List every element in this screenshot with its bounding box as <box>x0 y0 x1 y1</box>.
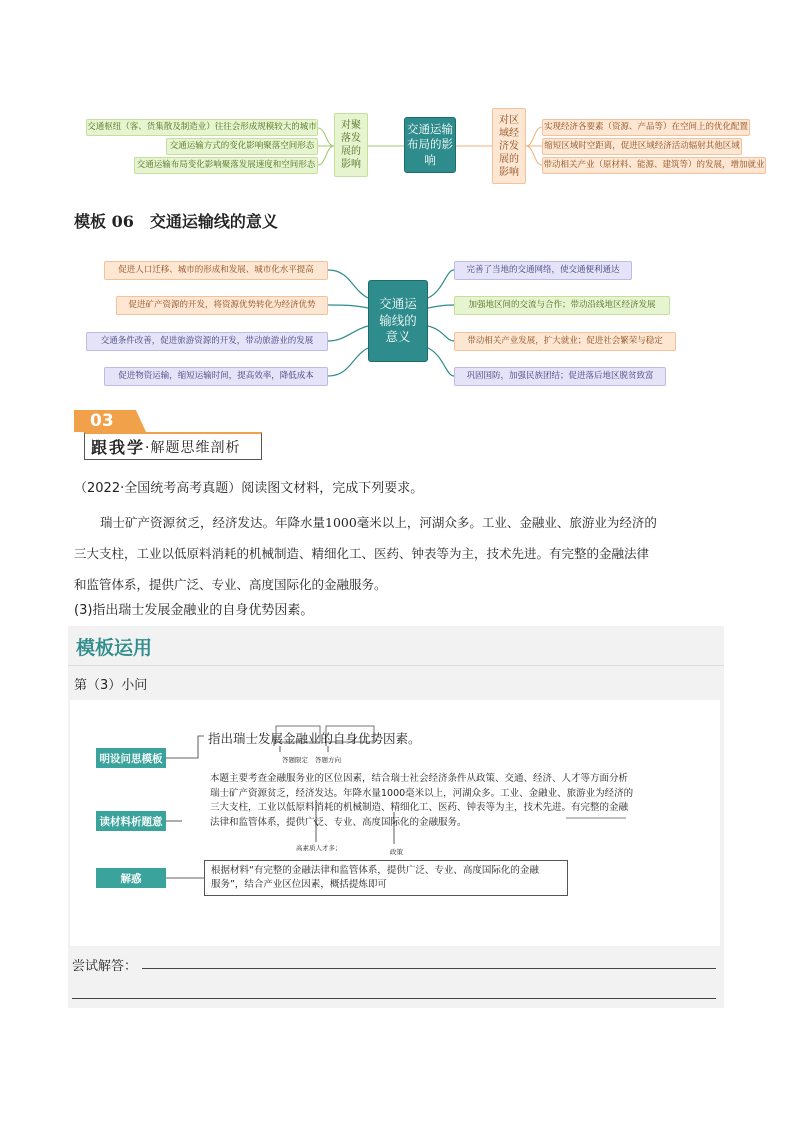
question-source: （2022·全国统考高考真题）阅读图文材料，完成下列要求。 <box>74 481 424 496</box>
map2-right-item: 加强地区间的交流与合作；带动沿线地区经济发展 <box>454 296 670 315</box>
map1-left-item: 交通运输布局变化影响聚落发展速度和空间形态 <box>134 157 318 174</box>
map2-left-item: 交通条件改善，促进旅游资源的开发，带动旅游业的发展 <box>86 332 328 351</box>
answer-line-2[interactable] <box>72 998 716 999</box>
annot-policy: 政策 <box>390 848 403 856</box>
analysis-line: 法律和监管体系，提供广泛、专业、高度国际化的金融服务。 <box>210 816 467 828</box>
question-material <box>74 507 724 600</box>
map2-left-item: 促进物资运输，缩短运输时间，提高效率，降低成本 <box>104 367 328 386</box>
map1-center-node: 交通运输布局的影响 <box>404 117 456 173</box>
annot-limit: 答题限定 <box>282 756 308 764</box>
answer-line-1[interactable] <box>142 968 716 969</box>
material-line: 瑞士矿产资源贫乏，经济发达。年降水量1000毫米以上，河湖众多。工业、金融业、旅游业为经济的 <box>100 515 657 530</box>
map1-right-item: 带动相关产业（原材料、能源、建筑等）的发展，增加就业 <box>542 157 766 174</box>
map2-left-item: 促进人口迁移、城市的形成和发展、城市化水平提高 <box>104 261 328 280</box>
map2-right-item: 完善了当地的交通网络，使交通便利通达 <box>454 261 632 280</box>
material-line: 和监管体系，提供广泛、专业、高度国际化的金融服务。 <box>74 577 387 592</box>
map1-right-item: 实现经济各要素（资源、产品等）在空间上的优化配置 <box>542 119 750 136</box>
section-banner <box>74 410 264 462</box>
annot-direction: 答题方向 <box>315 756 341 764</box>
map1-right-item: 缩短区域时空距离，促进区域经济活动辐射其他区域 <box>542 138 742 155</box>
map1-right-label: 对区域经济发展的影响 <box>492 108 526 184</box>
banner-title-rest: ·解题思维剖析 <box>145 439 241 456</box>
material-line: 三大支柱，工业以低原料消耗的机械制造、精细化工、医药、钟表等为主，技术先进。有完整的金融法律 <box>74 546 650 561</box>
question-prompt: (3)指出瑞士发展金融业的自身优势因素。 <box>74 603 314 618</box>
answer-hint-box <box>204 860 568 896</box>
banner-title-bold: 跟我学 <box>91 438 146 457</box>
answer-hint-line: 服务”，结合产业区位因素，概括提炼即可 <box>211 879 387 890</box>
map2-center-node: 交通运输线的意义 <box>368 280 428 362</box>
banner-title-box <box>84 432 262 460</box>
panel-divider <box>68 665 724 666</box>
template-use-subquestion: 第（3）小问 <box>74 678 148 693</box>
map2-left-item: 促进矿产资源的开发，将资源优势转化为经济优势 <box>116 296 328 315</box>
map1-left-label: 对聚落发展的影响 <box>334 113 368 177</box>
analysis-text <box>210 772 680 830</box>
analysis-question: 指出瑞士发展金融业的自身优势因素。 <box>208 731 421 746</box>
tag-read-material: 读材料析题意 <box>96 811 166 831</box>
analysis-line: 瑞士矿产资源贫乏，经济发达。年降水量1000毫米以上，河湖众多。工业、金融业、旅游业为经济的 <box>210 787 634 799</box>
map2-right-item: 巩固国防，加强民族团结；促进落后地区脱贫致富 <box>454 367 666 386</box>
map1-left-item: 交通枢纽（客、货集散及制造业）往往会形成规模较大的城市 <box>86 119 318 136</box>
analysis-line: 本题主要考查金融服务业的区位因素，结合瑞士社会经济条件从政策、交通、经济、人才等方面分析 <box>210 773 629 784</box>
answer-hint-line: 根据材料“有完整的金融法律和监管体系，提供广泛、专业、高度国际化的金融 <box>211 865 539 876</box>
tag-question-template: 明设问思模板 <box>96 748 166 768</box>
section-title: 模板 06 交通运输线的意义 <box>74 212 278 231</box>
map1-left-item: 交通运输方式的变化影响聚落空间形态 <box>166 138 318 155</box>
attempt-label: 尝试解答： <box>72 959 138 974</box>
annot-talent: 高素质人才多； <box>296 844 342 852</box>
map2-right-item: 带动相关产业发展，扩大就业；促进社会繁荣与稳定 <box>454 332 676 351</box>
analysis-diagram <box>70 700 720 946</box>
template-use-title: 模板运用 <box>76 637 153 659</box>
tag-answer-hint: 解惑 <box>96 868 166 888</box>
analysis-line: 三大支柱，工业以低原料消耗的机械制造、精细化工、医药、钟表等为主，技术先进。有完整的金融 <box>210 802 629 813</box>
banner-number: 03 <box>90 411 114 431</box>
